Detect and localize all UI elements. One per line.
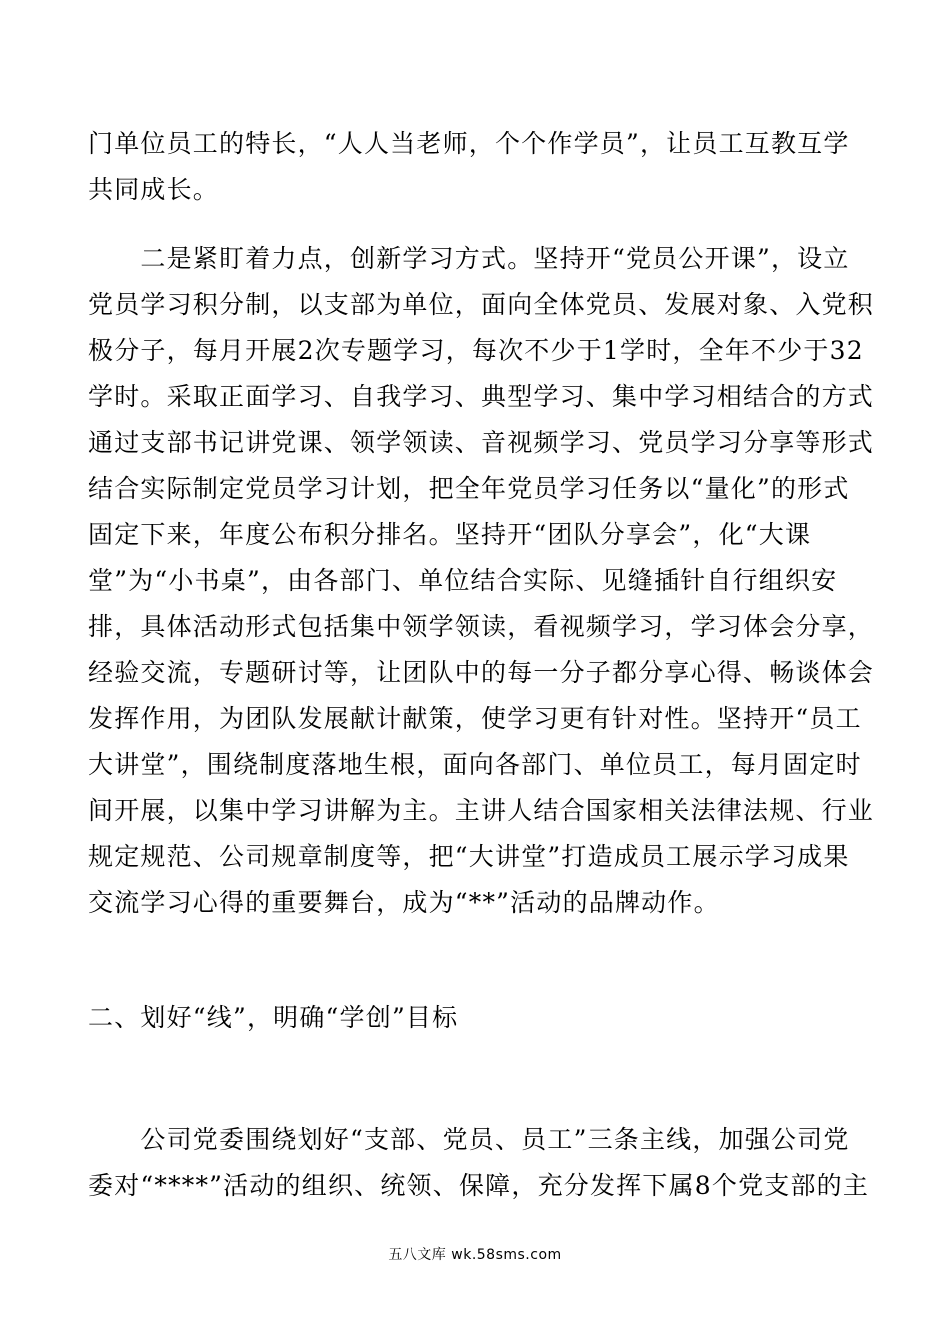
text-line: 大讲堂”，围绕制度落地生根，面向各部门、单位员工，每月固定时 <box>88 750 862 779</box>
text-line: 共同成长。 <box>88 175 220 204</box>
text-line: 党员学习积分制，以支部为单位，面向全体党员、发展对象、入党积 <box>88 290 875 319</box>
text-line: 极分子，每月开展2次专题学习，每次不少于1学时，全年不少于32 <box>88 336 864 365</box>
text-line: 发挥作用，为团队发展献计献策，使学习更有针对性。坚持开“员工 <box>88 704 862 733</box>
section-heading: 二、划好“线”，明确“学创”目标 <box>88 1003 459 1032</box>
text-line: 规定规范、公司规章制度等，把“大讲堂”打造成员工展示学习成果 <box>88 842 850 871</box>
text-line: 学时。采取正面学习、自我学习、典型学习、集中学习相结合的方式 <box>88 382 875 411</box>
text-line: 二是紧盯着力点，创新学习方式。坚持开“党员公开课”，设立 <box>88 244 850 273</box>
text-line: 结合实际制定党员学习计划，把全年党员学习任务以“量化”的形式 <box>88 474 850 503</box>
text-line: 委对“****”活动的组织、统领、保障，充分发挥下属8个党支部的主 <box>88 1171 870 1200</box>
text-line: 交流学习心得的重要舞台，成为“**”活动的品牌动作。 <box>88 888 720 917</box>
paragraph-2 <box>88 236 875 926</box>
paragraph-1 <box>88 121 864 213</box>
text-line: 公司党委围绕划好“支部、党员、员工”三条主线，加强公司党 <box>88 1125 850 1154</box>
text-line: 经验交流，专题研讨等，让团队中的每一分子都分享心得、畅谈体会 <box>88 658 875 687</box>
text-line: 间开展，以集中学习讲解为主。主讲人结合国家相关法律法规、行业 <box>88 796 875 825</box>
text-line: 通过支部书记讲党课、领学领读、音视频学习、党员学习分享等形式 <box>88 428 875 457</box>
text-line: 门单位员工的特长，“人人当老师，个个作学员”，让员工互教互学 <box>88 129 850 158</box>
text-line: 排，具体活动形式包括集中领学领读，看视频学习，学习体会分享， <box>88 612 875 641</box>
paragraph-3 <box>88 1117 870 1209</box>
page-footer: 五八文库 wk.58sms.com <box>388 1247 562 1263</box>
text-line: 堂”为“小书桌”，由各部门、单位结合实际、见缝插针自行组织安 <box>88 566 838 595</box>
text-line: 固定下来，年度公布积分排名。坚持开“团队分享会”，化“大课 <box>88 520 812 549</box>
